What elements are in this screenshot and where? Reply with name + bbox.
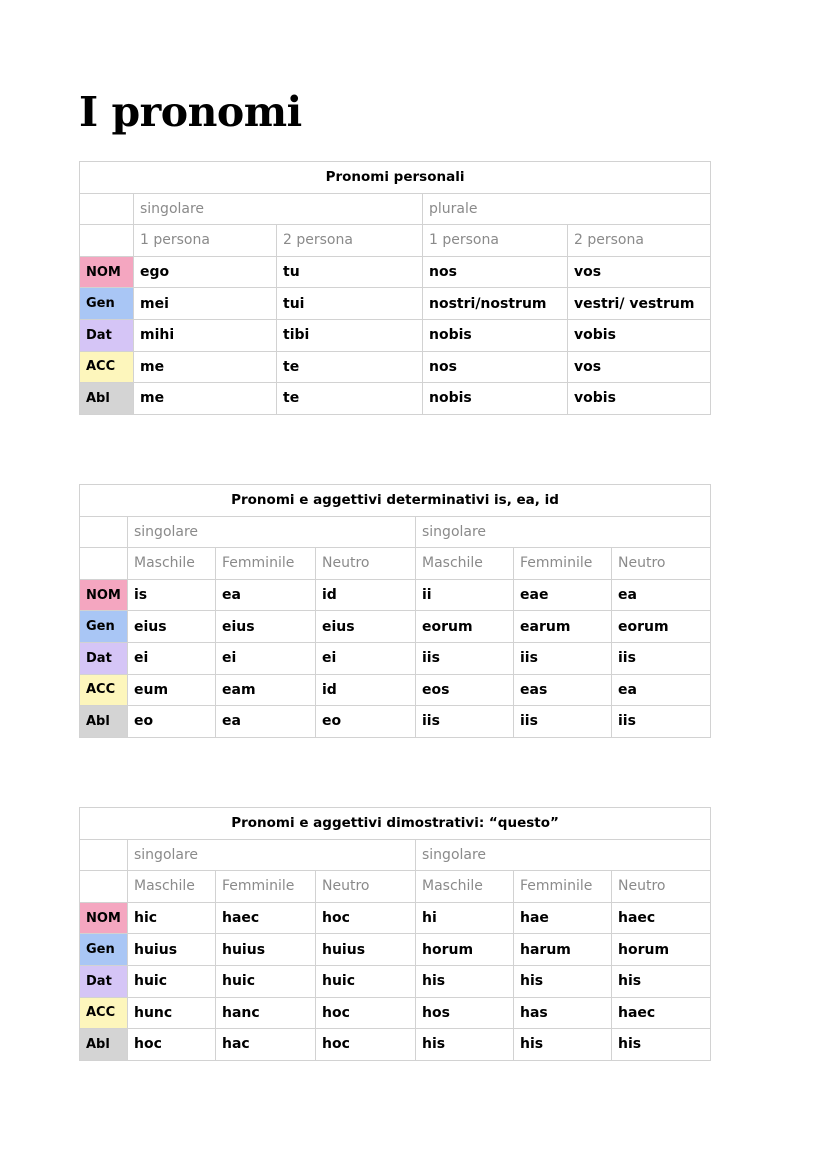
column-header: Neutro xyxy=(316,548,416,580)
table-row xyxy=(80,1029,711,1061)
table-cell: hoc xyxy=(316,902,416,934)
table-cell: has xyxy=(514,997,612,1029)
table-cell: hunc xyxy=(128,997,216,1029)
empty-cell xyxy=(80,193,134,225)
table-cell: haec xyxy=(612,997,711,1029)
table-cell: his xyxy=(612,965,711,997)
table-cell: haec xyxy=(612,902,711,934)
column-header: Femminile xyxy=(216,871,316,903)
table-cell: vobis xyxy=(568,383,711,415)
table-title-row xyxy=(80,162,711,194)
table-title-row xyxy=(80,808,711,840)
empty-cell xyxy=(80,516,128,548)
demonstrative-pronouns-table xyxy=(79,807,711,1061)
table-cell: huic xyxy=(216,965,316,997)
empty-cell xyxy=(80,225,134,257)
empty-cell xyxy=(80,839,128,871)
table-cell: huius xyxy=(128,934,216,966)
table-cell: eos xyxy=(416,674,514,706)
table-cell: te xyxy=(277,383,423,415)
case-label-acc: ACC xyxy=(80,351,134,383)
case-label-dat: Dat xyxy=(80,319,134,351)
column-header: 1 persona xyxy=(134,225,277,257)
column-header: 2 persona xyxy=(277,225,423,257)
table-row xyxy=(80,674,711,706)
table-cell: ea xyxy=(612,674,711,706)
table-cell: vos xyxy=(568,256,711,288)
table-cell: vestri/ vestrum xyxy=(568,288,711,320)
case-label-acc: ACC xyxy=(80,674,128,706)
table-row xyxy=(80,934,711,966)
table-title: Pronomi e aggettivi determinativi is, ea, id xyxy=(80,485,711,517)
table-cell: id xyxy=(316,579,416,611)
table-cell: nostri/nostrum xyxy=(423,288,568,320)
table-cell: hi xyxy=(416,902,514,934)
table-row xyxy=(80,288,711,320)
table-row xyxy=(80,319,711,351)
column-header: Maschile xyxy=(128,871,216,903)
table-cell: ea xyxy=(216,706,316,738)
column-header: Femminile xyxy=(514,871,612,903)
table-cell: eo xyxy=(128,706,216,738)
table-cell: his xyxy=(514,1029,612,1061)
table-row xyxy=(80,997,711,1029)
table-cell: tibi xyxy=(277,319,423,351)
column-header: Neutro xyxy=(612,871,711,903)
table-row xyxy=(80,351,711,383)
table-cell: mei xyxy=(134,288,277,320)
table-cell: iis xyxy=(514,706,612,738)
table-cell: ea xyxy=(612,579,711,611)
column-header: Maschile xyxy=(128,548,216,580)
table-cell: huic xyxy=(128,965,216,997)
case-label-nom: NOM xyxy=(80,579,128,611)
group-header-row xyxy=(80,839,711,871)
table-cell: haec xyxy=(216,902,316,934)
table-row xyxy=(80,965,711,997)
table-row xyxy=(80,256,711,288)
table-cell: hanc xyxy=(216,997,316,1029)
table-cell: id xyxy=(316,674,416,706)
table-cell: his xyxy=(514,965,612,997)
table-cell: me xyxy=(134,383,277,415)
table-cell: hoc xyxy=(316,1029,416,1061)
table-row xyxy=(80,706,711,738)
table-cell: eam xyxy=(216,674,316,706)
table-cell: nos xyxy=(423,351,568,383)
case-label-abl: Abl xyxy=(80,383,134,415)
column-header: 1 persona xyxy=(423,225,568,257)
table-cell: hic xyxy=(128,902,216,934)
group-header-singular: singolare xyxy=(416,839,711,871)
case-label-abl: Abl xyxy=(80,706,128,738)
table-cell: ei xyxy=(128,642,216,674)
table-cell: hae xyxy=(514,902,612,934)
table-cell: eorum xyxy=(612,611,711,643)
table-row xyxy=(80,611,711,643)
table-cell: horum xyxy=(416,934,514,966)
table-cell: eius xyxy=(216,611,316,643)
empty-cell xyxy=(80,871,128,903)
case-label-abl: Abl xyxy=(80,1029,128,1061)
table-cell: eorum xyxy=(416,611,514,643)
table-cell: iis xyxy=(416,642,514,674)
table-cell: hoc xyxy=(316,997,416,1029)
table-cell: vobis xyxy=(568,319,711,351)
table-cell: ei xyxy=(216,642,316,674)
table-row xyxy=(80,902,711,934)
group-header-plural: plurale xyxy=(423,193,711,225)
group-header-singular: singolare xyxy=(134,193,423,225)
table-cell: is xyxy=(128,579,216,611)
case-label-gen: Gen xyxy=(80,934,128,966)
table-cell: ii xyxy=(416,579,514,611)
column-header-row xyxy=(80,225,711,257)
case-label-dat: Dat xyxy=(80,965,128,997)
table-title: Pronomi e aggettivi dimostrativi: “questo” xyxy=(80,808,711,840)
column-header-row xyxy=(80,548,711,580)
table-cell: earum xyxy=(514,611,612,643)
group-header-row xyxy=(80,516,711,548)
group-header-singular: singolare xyxy=(128,839,416,871)
table-cell: hoc xyxy=(128,1029,216,1061)
table-cell: huius xyxy=(316,934,416,966)
column-header: Maschile xyxy=(416,548,514,580)
column-header: Femminile xyxy=(514,548,612,580)
table-cell: huic xyxy=(316,965,416,997)
table-cell: iis xyxy=(416,706,514,738)
table-cell: eo xyxy=(316,706,416,738)
table-row xyxy=(80,579,711,611)
table-cell: iis xyxy=(612,706,711,738)
table-cell: tui xyxy=(277,288,423,320)
table-cell: his xyxy=(416,965,514,997)
case-label-nom: NOM xyxy=(80,256,134,288)
personal-pronouns-table xyxy=(79,161,711,415)
table-cell: me xyxy=(134,351,277,383)
column-header: Maschile xyxy=(416,871,514,903)
table-title: Pronomi personali xyxy=(80,162,711,194)
case-label-gen: Gen xyxy=(80,611,128,643)
page-title: I pronomi xyxy=(79,88,302,136)
column-header: 2 persona xyxy=(568,225,711,257)
table-cell: te xyxy=(277,351,423,383)
table-cell: nobis xyxy=(423,319,568,351)
table-cell: ego xyxy=(134,256,277,288)
column-header: Neutro xyxy=(316,871,416,903)
group-header-singular: singolare xyxy=(416,516,711,548)
table-cell: huius xyxy=(216,934,316,966)
group-header-row xyxy=(80,193,711,225)
table-cell: mihi xyxy=(134,319,277,351)
table-cell: harum xyxy=(514,934,612,966)
table-cell: iis xyxy=(612,642,711,674)
case-label-dat: Dat xyxy=(80,642,128,674)
table-cell: nos xyxy=(423,256,568,288)
table-cell: iis xyxy=(514,642,612,674)
table-row xyxy=(80,383,711,415)
empty-cell xyxy=(80,548,128,580)
table-row xyxy=(80,642,711,674)
table-cell: hac xyxy=(216,1029,316,1061)
table-cell: vos xyxy=(568,351,711,383)
table-cell: ea xyxy=(216,579,316,611)
table-cell: nobis xyxy=(423,383,568,415)
table-cell: eum xyxy=(128,674,216,706)
table-cell: hos xyxy=(416,997,514,1029)
column-header: Neutro xyxy=(612,548,711,580)
group-header-singular: singolare xyxy=(128,516,416,548)
table-cell: eius xyxy=(316,611,416,643)
column-header: Femminile xyxy=(216,548,316,580)
determinative-pronouns-table xyxy=(79,484,711,738)
case-label-nom: NOM xyxy=(80,902,128,934)
column-header-row xyxy=(80,871,711,903)
case-label-gen: Gen xyxy=(80,288,134,320)
table-cell: tu xyxy=(277,256,423,288)
table-cell: eae xyxy=(514,579,612,611)
table-cell: ei xyxy=(316,642,416,674)
case-label-acc: ACC xyxy=(80,997,128,1029)
table-cell: his xyxy=(612,1029,711,1061)
table-cell: his xyxy=(416,1029,514,1061)
table-cell: eas xyxy=(514,674,612,706)
table-title-row xyxy=(80,485,711,517)
table-cell: horum xyxy=(612,934,711,966)
table-cell: eius xyxy=(128,611,216,643)
